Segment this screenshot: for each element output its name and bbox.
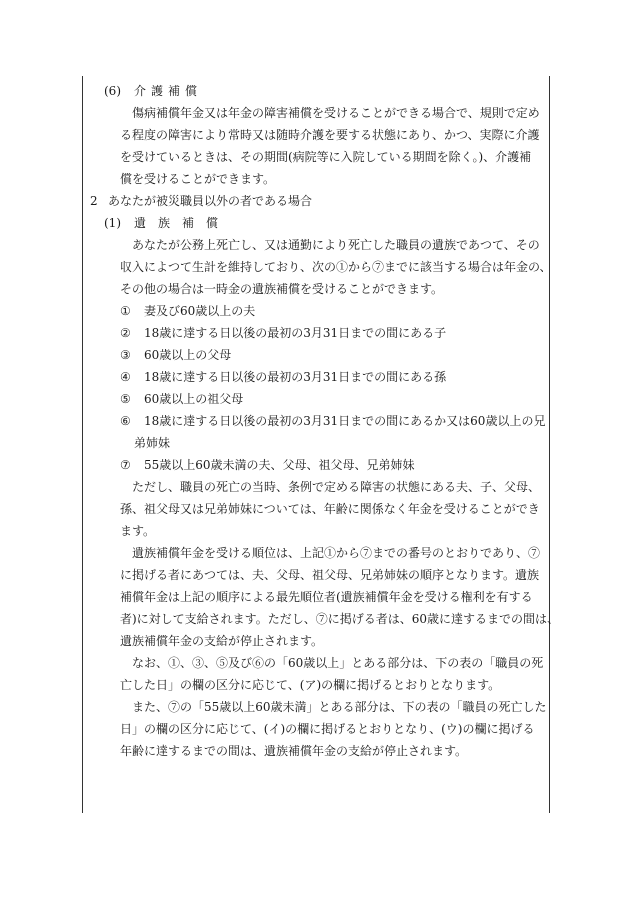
subsection-1-title: 遺族補償 <box>134 216 231 230</box>
proviso-paragraph-line: 孫、祖父母又は兄弟姉妹については、年齢に関係なく年金を受けることができ <box>120 502 540 516</box>
section-2-title: あなたが被災職員以外の者である場合 <box>108 194 313 208</box>
also-paragraph-line: 日」の欄の区分に応じて、(イ)の欄に掲げるとおりとなり、(ウ)の欄に掲げる <box>120 722 535 736</box>
list-item-mark: ⑥ <box>120 414 131 428</box>
list-item-mark: ① <box>120 304 131 318</box>
list-item <box>90 410 546 432</box>
list-item-mark: ⑤ <box>120 392 131 406</box>
subsection-1-number: (1) <box>104 216 121 230</box>
section-2-heading <box>90 190 546 212</box>
also-paragraph-line: また、⑦の「55歳以上60歳未満」とある部分は、下の表の「職員の死亡した <box>132 700 547 714</box>
subsection-1-heading <box>90 212 546 234</box>
proviso-paragraph-line: ます。 <box>120 524 156 538</box>
document-body <box>90 80 559 762</box>
list-item-mark: ③ <box>120 348 131 362</box>
list-item <box>90 366 546 388</box>
intro-paragraph-line: あなたが公務上死亡し、又は通勤により死亡した職員の遺族であつて、その <box>132 238 540 252</box>
list-item-text: 18歳に達する日以後の最初の3月31日までの間にある孫 <box>144 370 447 384</box>
list-item-text: 18歳に達する日以後の最初の3月31日までの間にある子 <box>144 326 447 340</box>
list-item-text: 60歳以上の父母 <box>144 348 232 362</box>
page-frame-right-rule <box>549 76 550 813</box>
list-item-text: 55歳以上60歳未満の夫、父母、祖父母、兄弟姉妹 <box>144 458 415 472</box>
section-6-title: 介護補償 <box>134 84 203 98</box>
list-item-text: 60歳以上の祖父母 <box>144 392 244 406</box>
list-item <box>90 344 546 366</box>
list-item <box>90 388 546 410</box>
page-frame-left-rule <box>82 76 83 813</box>
section-6-paragraph-line: 償を受けることができます。 <box>120 172 276 186</box>
intro-paragraph-line: その他の場合は一時金の遺族補償を受けることができます。 <box>120 282 444 296</box>
section-6-number: (6) <box>104 84 121 98</box>
list-item <box>90 300 546 322</box>
section-6-heading <box>90 80 546 102</box>
order-paragraph-line: 補償年金は上記の順序による最先順位者(遺族補償年金を受ける権利を有する <box>120 590 533 604</box>
list-item-text: 妻及び60歳以上の夫 <box>144 304 256 318</box>
section-6-paragraph-line: を受けているときは、その期間(病院等に入院している期間を除く。)、介護補 <box>120 150 532 164</box>
order-paragraph-line: 者)に対して支給されます。ただし、⑦に掲げる者は、60歳に達するまでの間は、 <box>120 612 559 626</box>
list-item-mark: ④ <box>120 370 131 384</box>
also-paragraph-line: 年齢に達するまでの間は、遺族補償年金の支給が停止されます。 <box>120 744 468 758</box>
section-6-paragraph-line: 傷病補償年金又は年金の障害補償を受けることができる場合で、規則で定め <box>132 106 540 120</box>
list-item <box>90 454 546 476</box>
list-item-mark: ② <box>120 326 131 340</box>
order-paragraph-line: に掲げる者にあつては、夫、父母、祖父母、兄弟姉妹の順序となります。遺族 <box>120 568 540 582</box>
list-item-mark: ⑦ <box>120 458 131 472</box>
order-paragraph-line: 遺族補償年金の支給が停止されます。 <box>120 634 324 648</box>
list-item <box>90 322 546 344</box>
list-item-continuation: 弟姉妹 <box>134 436 171 450</box>
note-paragraph-line: なお、①、③、⑤及び⑥の「60歳以上」とある部分は、下の表の「職員の死 <box>132 656 544 670</box>
list-item-text: 18歳に達する日以後の最初の3月31日までの間にあるか又は60歳以上の兄 <box>144 414 546 428</box>
proviso-paragraph-line: ただし、職員の死亡の当時、条例で定める障害の状態にある夫、子、父母、 <box>132 480 541 494</box>
section-2-number: 2 <box>90 194 98 208</box>
order-paragraph-line: 遺族補償年金を受ける順位は、上記①から⑦までの番号のとおりであり、⑦ <box>132 546 541 560</box>
note-paragraph-line: 亡した日」の欄の区分に応じて、(ア)の欄に掲げるとおりとなります。 <box>120 678 501 692</box>
section-6-paragraph-line: る程度の障害により常時又は随時介護を要する状態にあり、かつ、実際に介護 <box>120 128 540 142</box>
intro-paragraph-line: 収入によつて生計を維持しており、次の①から⑦までに該当する場合は年金の、 <box>120 260 552 274</box>
